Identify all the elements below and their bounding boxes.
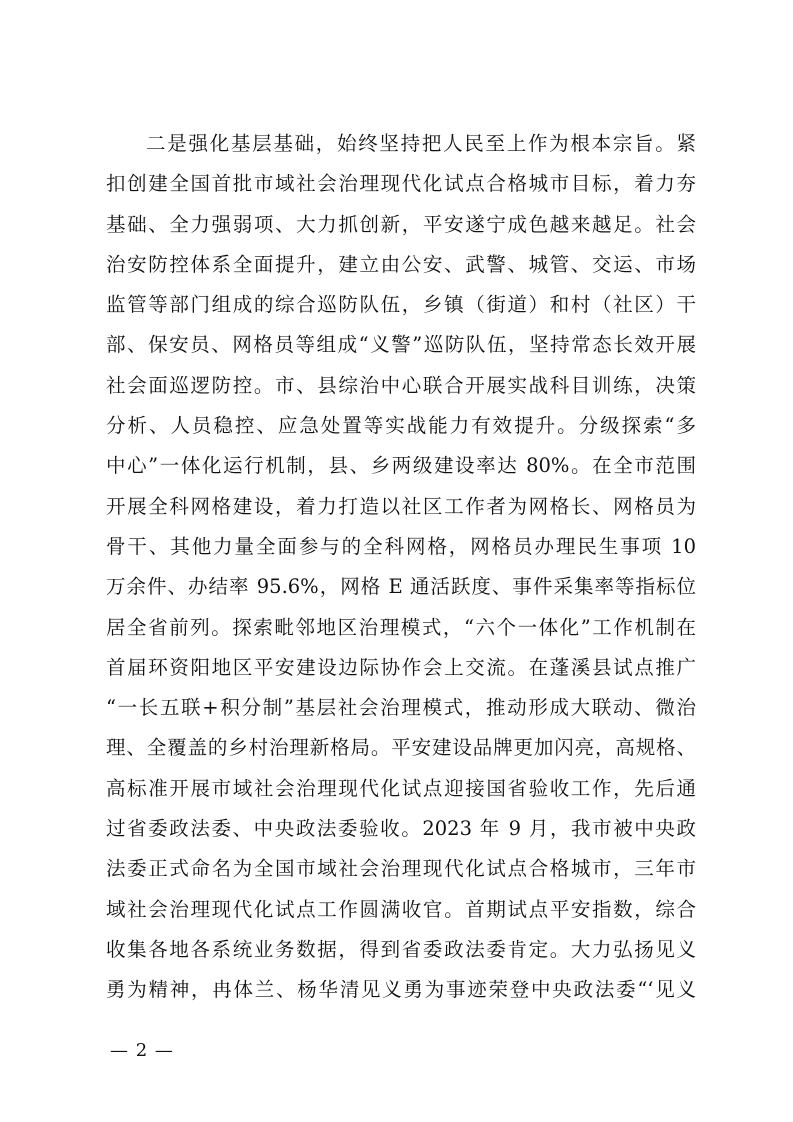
text-line: 中心”一体化运行机制，县、乡两级建设率达 80%。在全市范围 — [106, 454, 696, 478]
text-line: 监管等部门组成的综合巡防队伍，乡镇（街道）和村（社区）干 — [106, 293, 696, 317]
text-line: 部、保安员、网格员等组成“义警”巡防队伍，坚持常态长效开展 — [106, 333, 696, 357]
text-line: 过省委政法委、中央政法委验收。2023 年 9 月，我市被中央政 — [106, 817, 696, 841]
text-line: 基础、全力强弱项、大力抓创新，平安遂宁成色越来越足。社会 — [106, 212, 696, 236]
text-line: 居全省前列。探索毗邻地区治理模式，“六个一体化”工作机制在 — [106, 615, 696, 639]
text-line: “一长五联+积分制”基层社会治理模式，推动形成大联动、微治 — [106, 696, 696, 720]
text-line: 域社会治理现代化试点工作圆满收官。首期试点平安指数，综合 — [106, 897, 696, 921]
text-line: 二是强化基层基础，始终坚持把人民至上作为根本宗旨。紧 — [146, 132, 696, 155]
body-paragraph — [106, 124, 696, 1011]
text-line: 首届环资阳地区平安建设边际协作会上交流。在蓬溪县试点推广 — [106, 655, 696, 679]
text-line: 法委正式命名为全国市域社会治理现代化试点合格城市，三年市 — [106, 857, 696, 881]
text-line: 万余件、办结率 95.6%，网格 E 通活跃度、事件采集率等指标位 — [106, 575, 696, 599]
text-line: 勇为精神，冉体兰、杨华清见义勇为事迹荣登中央政法委“‘见义 — [106, 978, 696, 1002]
text-line: 高标准开展市域社会治理现代化试点迎接国省验收工作，先后通 — [106, 776, 696, 800]
text-line: 扣创建全国首批市域社会治理现代化试点合格城市目标，着力夯 — [106, 172, 696, 196]
text-line: 理、全覆盖的乡村治理新格局。平安建设品牌更加闪亮，高规格、 — [106, 736, 696, 760]
text-line: 社会面巡逻防控。市、县综治中心联合开展实战科目训练，决策 — [106, 373, 696, 397]
text-line: 治安防控体系全面提升，建立由公安、武警、城管、交运、市场 — [106, 252, 696, 276]
text-line: 分析、人员稳控、应急处置等实战能力有效提升。分级探索“多 — [106, 414, 696, 438]
text-line: 开展全科网格建设，着力打造以社区工作者为网格长、网格员为 — [106, 494, 696, 518]
page-number: — 2 — — [110, 1040, 174, 1061]
text-line: 收集各地各系统业务数据，得到省委政法委肯定。大力弘扬见义 — [106, 937, 696, 961]
text-line: 骨干、其他力量全面参与的全科网格，网格员办理民生事项 10 — [106, 534, 696, 558]
